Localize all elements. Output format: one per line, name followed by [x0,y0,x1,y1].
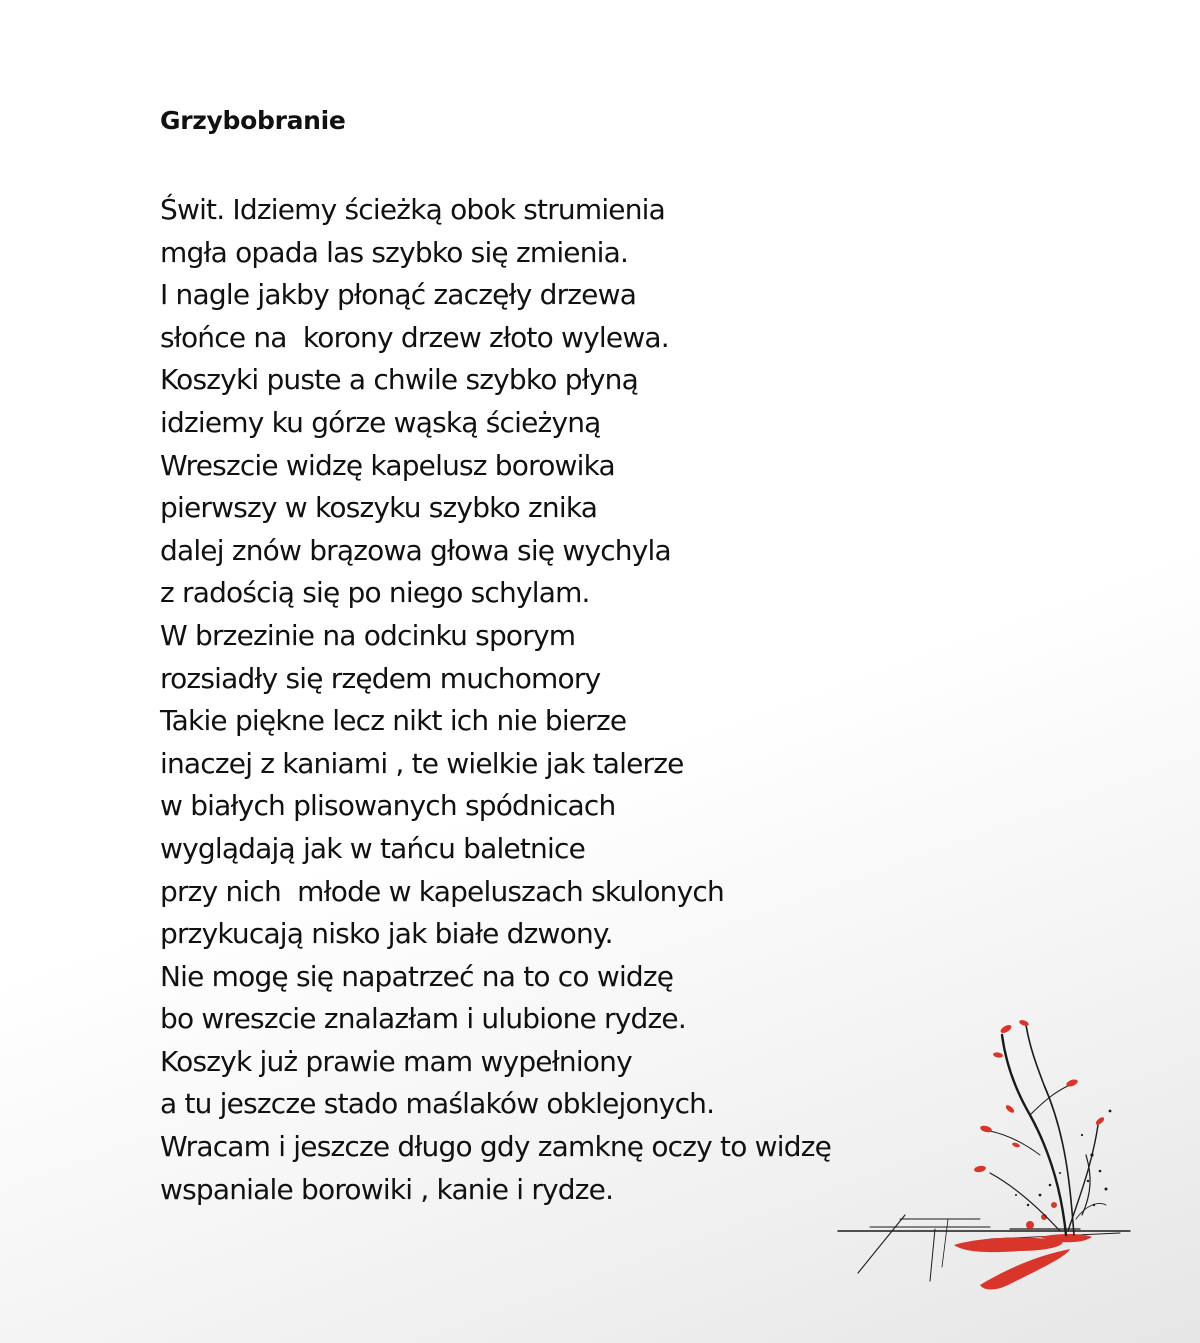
poem-line: wyglądają jak w tańcu baletnice [160,831,585,865]
poem-line: Wreszcie widzę kapelusz borowika [160,448,615,482]
poem-line: Koszyk już prawie mam wypełniony [160,1044,632,1078]
poem-title: Grzybobranie [160,106,346,135]
poem-line: w białych plisowanych spódnicach [160,789,616,823]
ink-branch-illustration-icon [830,1005,1150,1305]
poem-line: Świt. Idziemy ścieżką obok strumienia [160,193,666,226]
poem-line: rozsiadły się rzędem muchomory [160,661,601,695]
poem-line: przykucają nisko jak białe dzwony. [160,917,613,951]
poem-body [160,189,831,1211]
poem-line: z radością się po niego schylam. [160,576,590,610]
poem-line: słońce na korony drzew złoto wylewa. [160,320,669,354]
poem-line: idziemy ku górze wąską ścieżyną [160,405,601,439]
poem-line: Wracam i jeszcze długo gdy zamknę oczy to widzę [160,1130,832,1164]
poem-line: dalej znów brązowa głowa się wychyla [160,533,671,567]
poem-line: mgła opada las szybko się zmienia. [160,235,629,269]
poem-line: W brzezinie na odcinku sporym [160,618,576,652]
poem-line: pierwszy w koszyku szybko znika [160,491,598,525]
poem-line: Koszyki puste a chwile szybko płyną [160,363,638,397]
poem-line: a tu jeszcze stado maślaków obklejonych. [160,1087,715,1121]
poem-line: bo wreszcie znalazłam i ulubione rydze. [160,1002,686,1036]
poem-line: Takie piękne lecz nikt ich nie bierze [160,704,627,738]
poem-line: I nagle jakby płonąć zaczęły drzewa [160,278,637,312]
poem-line: przy nich młode w kapeluszach skulonych [160,874,724,908]
poem-line: wspaniale borowiki , kanie i rydze. [160,1172,614,1206]
poem-line: inaczej z kaniami , te wielkie jak talerze [160,746,684,780]
poem-line: Nie mogę się napatrzeć na to co widzę [160,959,674,993]
